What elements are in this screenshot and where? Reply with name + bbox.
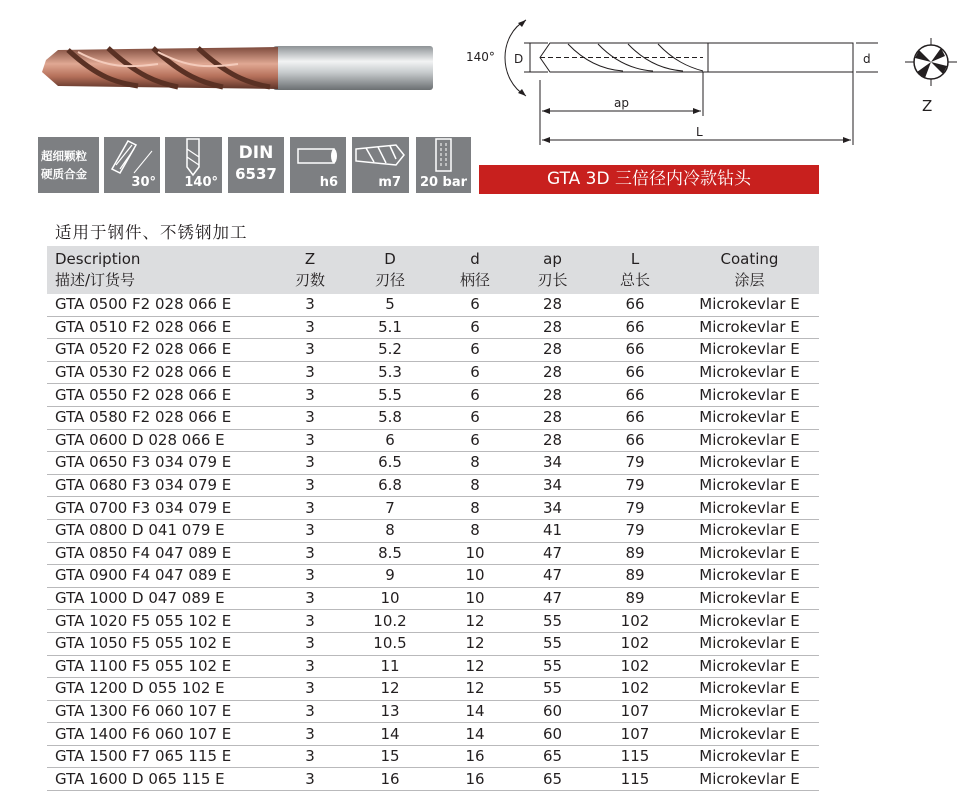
din-title: DIN <box>238 143 274 163</box>
cell-overall-length: 66 <box>590 406 680 429</box>
table-row <box>47 474 819 497</box>
dim-d-label: d <box>863 52 871 66</box>
cell-cutting-diameter: 10.5 <box>345 632 435 655</box>
cell-overall-length: 66 <box>590 294 680 316</box>
shank-tolerance-value: h6 <box>319 175 338 190</box>
drill-product-image <box>38 38 438 98</box>
dim-ap-label: ap <box>614 96 629 110</box>
cell-cutting-diameter: 8 <box>345 519 435 542</box>
cell-coating: Microkevlar E <box>680 700 819 723</box>
cell-cutting-diameter: 12 <box>345 678 435 701</box>
table-row <box>47 497 819 520</box>
table-row <box>47 565 819 588</box>
table-row <box>47 429 819 452</box>
cell-overall-length: 102 <box>590 655 680 678</box>
cell-flute-length: 34 <box>515 474 590 497</box>
dim-D-label: D <box>514 52 524 66</box>
cell-coating: Microkevlar E <box>680 610 819 633</box>
diameter-tolerance-icon <box>352 137 409 193</box>
cell-overall-length: 79 <box>590 497 680 520</box>
cell-coating: Microkevlar E <box>680 294 819 316</box>
cell-cutting-diameter: 16 <box>345 768 435 791</box>
cell-shank-diameter: 8 <box>435 452 515 475</box>
table-row <box>47 655 819 678</box>
header-description: Description 描述/订货号 <box>47 246 275 294</box>
cell-shank-diameter: 6 <box>435 339 515 362</box>
cell-flute-length: 28 <box>515 316 590 339</box>
cell-description: GTA 1400 F6 060 107 E <box>47 723 275 746</box>
cell-cutting-diameter: 10.2 <box>345 610 435 633</box>
cell-description: GTA 1600 D 065 115 E <box>47 768 275 791</box>
point-angle-value: 140° <box>184 175 218 190</box>
cell-coating: Microkevlar E <box>680 632 819 655</box>
cell-flute-length: 28 <box>515 339 590 362</box>
specification-table <box>47 246 819 791</box>
cell-flute-length: 34 <box>515 452 590 475</box>
cell-z: 3 <box>275 768 345 791</box>
flute-count-label: Z <box>922 97 933 115</box>
header-flute-length: ap 刃长 <box>515 246 590 294</box>
cell-cutting-diameter: 5.8 <box>345 406 435 429</box>
table-row <box>47 678 819 701</box>
cell-flute-length: 47 <box>515 542 590 565</box>
cell-coating: Microkevlar E <box>680 384 819 407</box>
cell-shank-diameter: 10 <box>435 565 515 588</box>
cell-description: GTA 1300 F6 060 107 E <box>47 700 275 723</box>
cell-shank-diameter: 8 <box>435 519 515 542</box>
table-row <box>47 316 819 339</box>
cell-description: GTA 1050 F5 055 102 E <box>47 632 275 655</box>
cell-shank-diameter: 6 <box>435 429 515 452</box>
cell-z: 3 <box>275 429 345 452</box>
cell-overall-length: 66 <box>590 316 680 339</box>
cell-description: GTA 0700 F3 034 079 E <box>47 497 275 520</box>
cell-coating: Microkevlar E <box>680 339 819 362</box>
cell-shank-diameter: 6 <box>435 361 515 384</box>
cell-flute-length: 34 <box>515 497 590 520</box>
cell-description: GTA 0800 D 041 079 E <box>47 519 275 542</box>
cell-cutting-diameter: 11 <box>345 655 435 678</box>
cell-coating: Microkevlar E <box>680 745 819 768</box>
diameter-tolerance-value: m7 <box>378 175 401 190</box>
carbide-material-icon <box>38 137 99 193</box>
cell-description: GTA 1500 F7 065 115 E <box>47 745 275 768</box>
cell-description: GTA 0600 D 028 066 E <box>47 429 275 452</box>
cell-overall-length: 79 <box>590 519 680 542</box>
cell-overall-length: 66 <box>590 339 680 362</box>
cell-overall-length: 115 <box>590 768 680 791</box>
cell-shank-diameter: 8 <box>435 497 515 520</box>
table-row <box>47 542 819 565</box>
din-number: 6537 <box>235 165 277 183</box>
cell-description: GTA 0900 F4 047 089 E <box>47 565 275 588</box>
cell-shank-diameter: 6 <box>435 294 515 316</box>
cell-coating: Microkevlar E <box>680 361 819 384</box>
cell-overall-length: 107 <box>590 700 680 723</box>
cell-z: 3 <box>275 632 345 655</box>
table-row <box>47 519 819 542</box>
helix-angle-value: 30° <box>131 175 156 190</box>
cell-shank-diameter: 16 <box>435 768 515 791</box>
cell-flute-length: 55 <box>515 655 590 678</box>
cell-overall-length: 89 <box>590 587 680 610</box>
cell-flute-length: 65 <box>515 745 590 768</box>
table-row <box>47 452 819 475</box>
cell-z: 3 <box>275 565 345 588</box>
cell-overall-length: 66 <box>590 384 680 407</box>
cell-cutting-diameter: 5.2 <box>345 339 435 362</box>
cell-coating: Microkevlar E <box>680 429 819 452</box>
cell-cutting-diameter: 7 <box>345 497 435 520</box>
cell-z: 3 <box>275 542 345 565</box>
shank-tolerance-icon <box>290 137 346 193</box>
point-drill-icon <box>165 137 222 177</box>
cell-coating: Microkevlar E <box>680 542 819 565</box>
cell-z: 3 <box>275 406 345 429</box>
cell-shank-diameter: 6 <box>435 406 515 429</box>
cell-shank-diameter: 12 <box>435 655 515 678</box>
cell-shank-diameter: 12 <box>435 610 515 633</box>
cell-overall-length: 79 <box>590 474 680 497</box>
cell-description: GTA 0520 F2 028 066 E <box>47 339 275 362</box>
cell-description: GTA 0850 F4 047 089 E <box>47 542 275 565</box>
cell-cutting-diameter: 6 <box>345 429 435 452</box>
product-title-banner: GTA 3D 三倍径内冷款钻头 <box>479 165 819 194</box>
cell-z: 3 <box>275 723 345 746</box>
cell-shank-diameter: 10 <box>435 587 515 610</box>
cell-cutting-diameter: 13 <box>345 700 435 723</box>
cell-overall-length: 89 <box>590 565 680 588</box>
cell-overall-length: 66 <box>590 429 680 452</box>
cell-shank-diameter: 6 <box>435 384 515 407</box>
cell-cutting-diameter: 10 <box>345 587 435 610</box>
coolant-icon <box>416 137 471 193</box>
cell-flute-length: 65 <box>515 768 590 791</box>
cell-z: 3 <box>275 610 345 633</box>
application-note: 适用于钢件、不锈钢加工 <box>55 223 248 242</box>
table-row <box>47 610 819 633</box>
cell-overall-length: 79 <box>590 452 680 475</box>
table-row <box>47 384 819 407</box>
cell-z: 3 <box>275 519 345 542</box>
cell-overall-length: 102 <box>590 632 680 655</box>
cell-shank-diameter: 6 <box>435 316 515 339</box>
dim-L-label: L <box>696 125 703 139</box>
cell-coating: Microkevlar E <box>680 474 819 497</box>
drill-end-view-icon <box>905 38 957 86</box>
cell-cutting-diameter: 5.5 <box>345 384 435 407</box>
point-angle-icon <box>165 137 222 193</box>
coolant-drill-icon <box>416 137 471 175</box>
header-shank-diameter: d 柄径 <box>435 246 515 294</box>
cell-flute-length: 28 <box>515 361 590 384</box>
cell-description: GTA 0500 F2 028 066 E <box>47 294 275 316</box>
table-row <box>47 294 819 316</box>
helix-drill-icon <box>104 137 160 177</box>
table-row <box>47 700 819 723</box>
cell-cutting-diameter: 14 <box>345 723 435 746</box>
cell-flute-length: 28 <box>515 429 590 452</box>
cell-coating: Microkevlar E <box>680 452 819 475</box>
cell-description: GTA 0530 F2 028 066 E <box>47 361 275 384</box>
cell-description: GTA 0650 F3 034 079 E <box>47 452 275 475</box>
table-header-row <box>47 246 819 294</box>
cell-coating: Microkevlar E <box>680 497 819 520</box>
table-row <box>47 745 819 768</box>
cell-overall-length: 102 <box>590 678 680 701</box>
cell-overall-length: 102 <box>590 610 680 633</box>
cell-cutting-diameter: 6.8 <box>345 474 435 497</box>
table-row <box>47 723 819 746</box>
cell-description: GTA 1100 F5 055 102 E <box>47 655 275 678</box>
cell-flute-length: 55 <box>515 632 590 655</box>
header-overall-length: L 总长 <box>590 246 680 294</box>
cell-flute-length: 55 <box>515 610 590 633</box>
cell-description: GTA 0510 F2 028 066 E <box>47 316 275 339</box>
drill-dimension-drawing <box>458 10 878 150</box>
table-row <box>47 361 819 384</box>
cell-description: GTA 1000 D 047 089 E <box>47 587 275 610</box>
table-row <box>47 768 819 791</box>
cell-description: GTA 0680 F3 034 079 E <box>47 474 275 497</box>
cell-description: GTA 0580 F2 028 066 E <box>47 406 275 429</box>
cell-cutting-diameter: 5 <box>345 294 435 316</box>
cell-shank-diameter: 8 <box>435 474 515 497</box>
cell-flute-length: 60 <box>515 723 590 746</box>
cell-overall-length: 89 <box>590 542 680 565</box>
cell-flute-length: 28 <box>515 294 590 316</box>
cell-description: GTA 1020 F5 055 102 E <box>47 610 275 633</box>
cell-cutting-diameter: 15 <box>345 745 435 768</box>
cell-cutting-diameter: 6.5 <box>345 452 435 475</box>
cell-flute-length: 47 <box>515 587 590 610</box>
cell-z: 3 <box>275 361 345 384</box>
table-row <box>47 587 819 610</box>
cell-overall-length: 66 <box>590 361 680 384</box>
cell-z: 3 <box>275 700 345 723</box>
cell-z: 3 <box>275 384 345 407</box>
cell-shank-diameter: 14 <box>435 700 515 723</box>
cell-cutting-diameter: 9 <box>345 565 435 588</box>
cell-shank-diameter: 12 <box>435 632 515 655</box>
cell-z: 3 <box>275 745 345 768</box>
cell-coating: Microkevlar E <box>680 768 819 791</box>
cell-shank-diameter: 14 <box>435 723 515 746</box>
cell-overall-length: 115 <box>590 745 680 768</box>
table-row <box>47 632 819 655</box>
cell-shank-diameter: 12 <box>435 678 515 701</box>
cell-coating: Microkevlar E <box>680 519 819 542</box>
coolant-pressure-value: 20 bar <box>419 175 468 190</box>
cell-z: 3 <box>275 678 345 701</box>
cell-shank-diameter: 16 <box>435 745 515 768</box>
cell-flute-length: 55 <box>515 678 590 701</box>
cell-z: 3 <box>275 497 345 520</box>
cell-z: 3 <box>275 474 345 497</box>
cell-z: 3 <box>275 587 345 610</box>
cell-shank-diameter: 10 <box>435 542 515 565</box>
cell-coating: Microkevlar E <box>680 406 819 429</box>
cell-cutting-diameter: 5.1 <box>345 316 435 339</box>
shank-icon <box>290 137 346 175</box>
material-line2: 硬质合金 <box>41 167 87 181</box>
cell-flute-length: 28 <box>515 384 590 407</box>
cell-coating: Microkevlar E <box>680 565 819 588</box>
cell-cutting-diameter: 5.3 <box>345 361 435 384</box>
cell-z: 3 <box>275 339 345 362</box>
cell-z: 3 <box>275 452 345 475</box>
angle-label: 140° <box>466 50 495 64</box>
cell-description: GTA 1200 D 055 102 E <box>47 678 275 701</box>
cell-coating: Microkevlar E <box>680 316 819 339</box>
cell-flute-length: 47 <box>515 565 590 588</box>
helix-angle-icon <box>104 137 160 193</box>
material-line1: 超细颗粒 <box>41 149 87 163</box>
cell-flute-length: 41 <box>515 519 590 542</box>
cell-cutting-diameter: 8.5 <box>345 542 435 565</box>
table-row <box>47 339 819 362</box>
header-z: Z 刃数 <box>275 246 345 294</box>
cell-coating: Microkevlar E <box>680 655 819 678</box>
cell-coating: Microkevlar E <box>680 723 819 746</box>
cell-z: 3 <box>275 294 345 316</box>
cell-overall-length: 107 <box>590 723 680 746</box>
cell-z: 3 <box>275 316 345 339</box>
header-coating: Coating 涂层 <box>680 246 819 294</box>
din-standard-icon <box>228 137 284 193</box>
cell-z: 3 <box>275 655 345 678</box>
cell-flute-length: 28 <box>515 406 590 429</box>
table-row <box>47 406 819 429</box>
cell-description: GTA 0550 F2 028 066 E <box>47 384 275 407</box>
header-cutting-diameter: D 刃径 <box>345 246 435 294</box>
cell-flute-length: 60 <box>515 700 590 723</box>
cell-coating: Microkevlar E <box>680 678 819 701</box>
cell-coating: Microkevlar E <box>680 587 819 610</box>
fluted-drill-icon <box>352 137 409 175</box>
